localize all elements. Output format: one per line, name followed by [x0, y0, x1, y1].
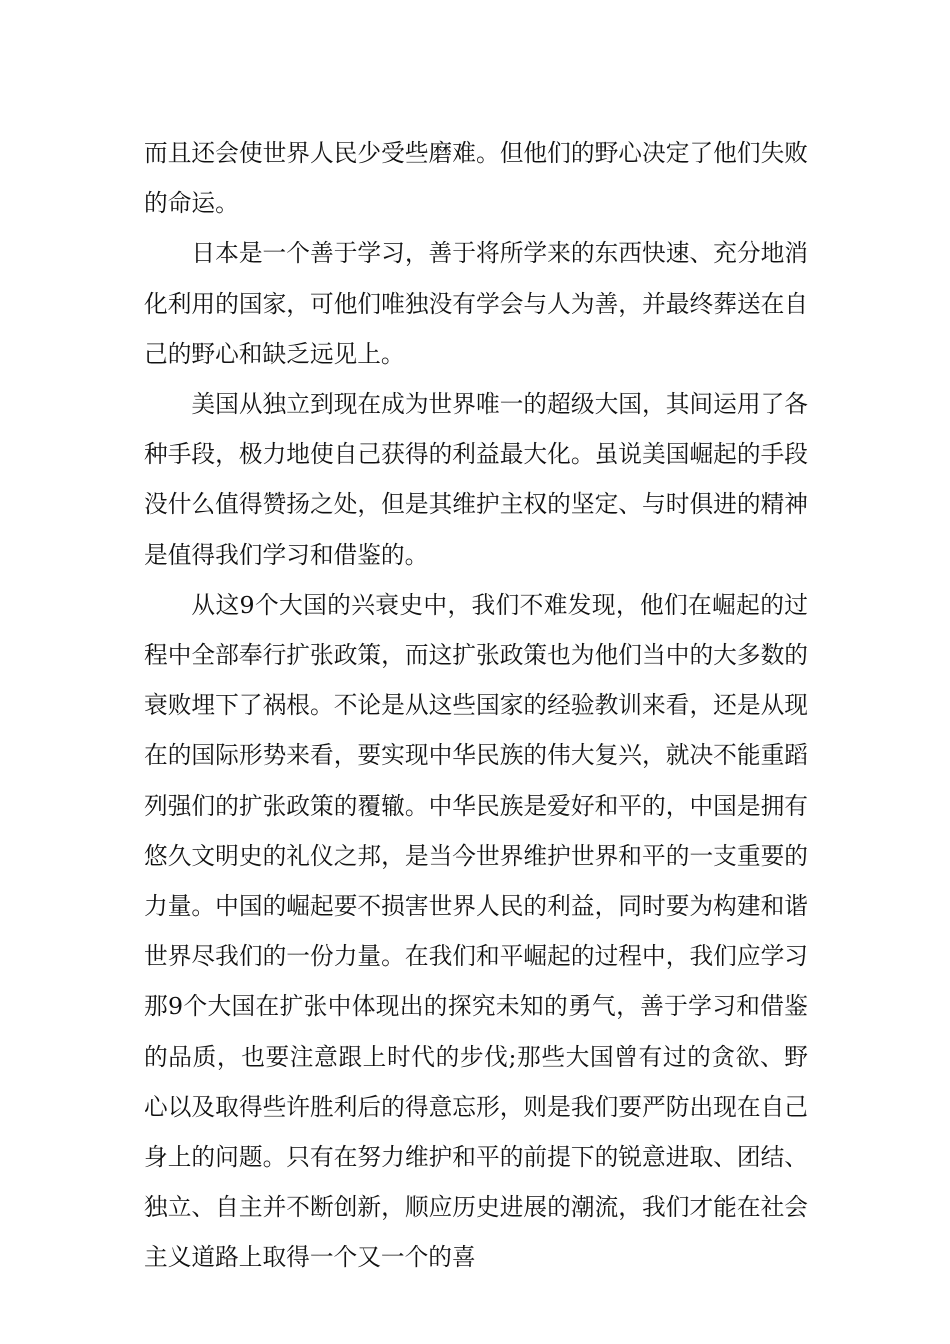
paragraph-continuation: 而且还会使世界人民少受些磨难。但他们的野心决定了他们失败的命运。: [144, 139, 808, 218]
body-text: [144, 128, 808, 1283]
paragraph-japan: 日本是一个善于学习，善于将所学来的东西快速、充分地消化利用的国家，可他们唯独没有学会与人为善，并最终葬送在自己的野心和缺乏远见上。: [144, 239, 808, 368]
paragraph-usa: 美国从独立到现在成为世界唯一的超级大国，其间运用了各种手段，极力地使自己获得的利益最大化。虽说美国崛起的手段没什么值得赞扬之处，但是其维护主权的坚定、与时俱进的精神是值得我们学习和借鉴的。: [144, 390, 808, 569]
paragraph-conclusion: 从这9个大国的兴衰史中，我们不难发现，他们在崛起的过程中全部奉行扩张政策，而这扩张政策也为他们当中的大多数的衰败埋下了祸根。不论是从这些国家的经验教训来看，还是从现在的国际形势来看，要实现中华民族的伟大复兴，就决不能重蹈列强们的扩张政策的覆辙。中华民族是爱好和平的，中国是拥有悠久文明史的礼仪之邦，是当今世界维护世界和平的一支重要的力量。中国的崛起要不损害世界人民的利益，同时要为构建和谐世界尽我们的一份力量。在我们和平崛起的过程中，我们应学习那9个大国在扩张中体现出的探究未知的勇气，善于学习和借鉴的品质，也要注意跟上时代的步伐;那些大国曾有过的贪欲、野心以及取得些许胜利后的得意忘形，则是我们要严防出现在自己身上的问题。只有在努力维护和平的前提下的锐意进取、团结、独立、自主并不断创新，顺应历史进展的潮流，我们才能在社会主义道路上取得一个又一个的喜: [144, 590, 808, 1272]
